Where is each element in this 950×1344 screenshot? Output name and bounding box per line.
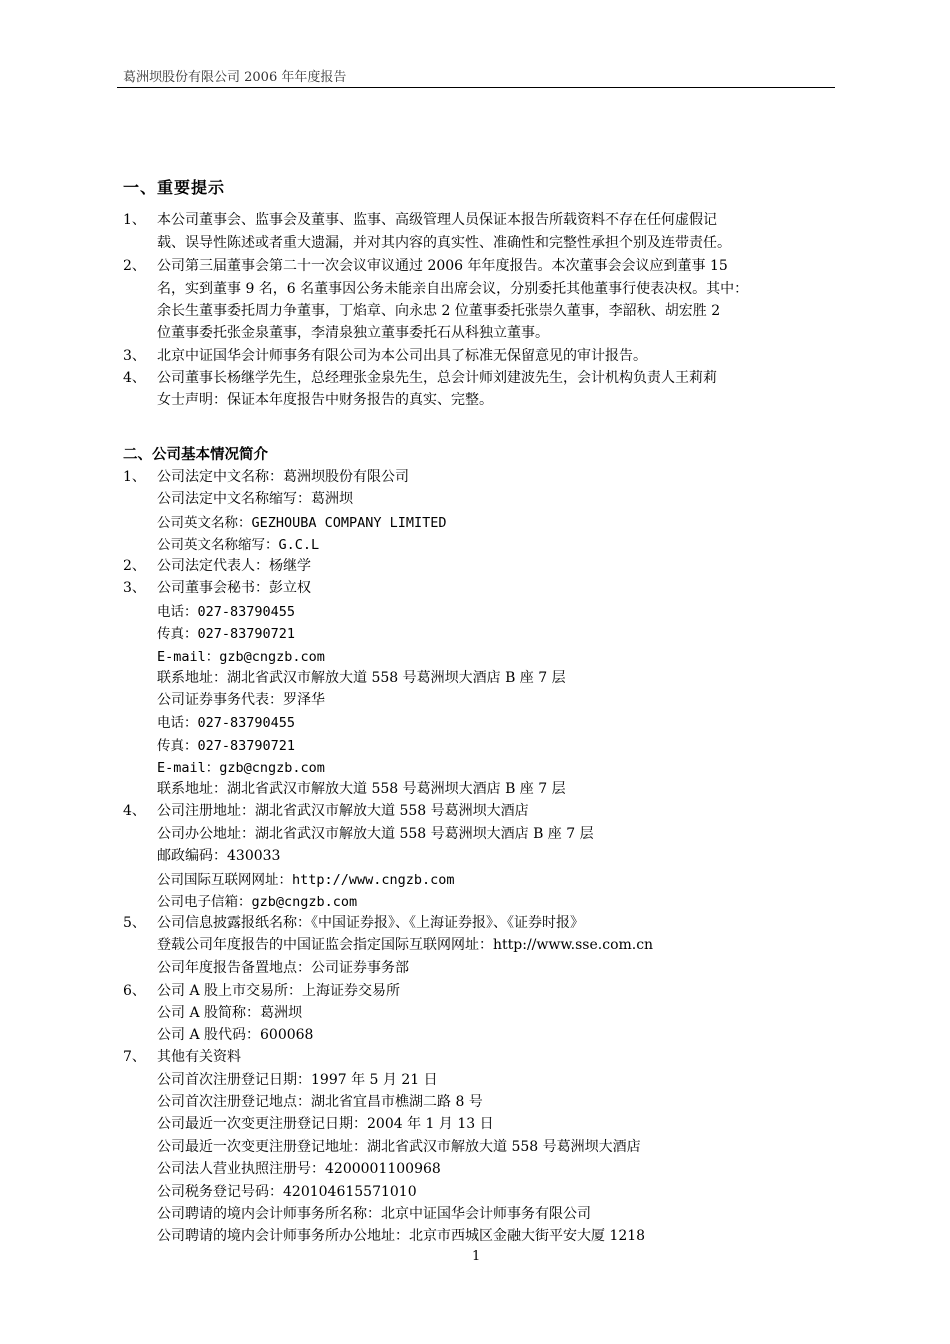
text-line: 载、误导性陈述或者重大遗漏，并对其内容的真实性、准确性和完整性承担个别及连带责任。 [157, 235, 731, 251]
text-line: 本公司董事会、监事会及董事、监事、高级管理人员保证本报告所载资料不存在任何虚假记 [157, 212, 717, 228]
info-line: 邮政编码：430033 [157, 848, 281, 864]
info-line: 公司最近一次变更注册登记日期：2004 年 1 月 13 日 [157, 1116, 494, 1132]
info-line: 公司 A 股上市交易所：上海证券交易所 [157, 983, 401, 999]
info-line: 公司 A 股代码：600068 [157, 1027, 314, 1043]
info-line: 公司办公地址：湖北省武汉市解放大道 558 号葛洲坝大酒店 B 座 7 层 [157, 826, 594, 842]
info-line: 电话：027-83790455 [157, 715, 296, 731]
info-line: 公司税务登记号码：420104615571010 [157, 1184, 417, 1200]
info-line: 公司首次注册登记日期：1997 年 5 月 21 日 [157, 1072, 438, 1088]
info-line: 公司年度报告备置地点：公司证券事务部 [157, 960, 409, 976]
section-title-company-profile: 二、公司基本情况简介 [123, 447, 268, 463]
info-line: 公司证券事务代表：罗泽华 [157, 692, 325, 708]
info-line: 登载公司年度报告的中国证监会指定国际互联网网址：http://www.sse.com.cn [157, 937, 654, 953]
info-line: 公司电子信箱：gzb@cngzb.com [157, 894, 358, 910]
text-line: 名，实到董事 9 名，6 名董事因公务未能亲自出席会议，分别委托其他董事行使表决权。其中： [157, 281, 749, 297]
text-line: 余长生董事委托周力争董事，丁焰章、向永忠 2 位董事委托张崇久董事，李韶秋、胡宏胜 2 [157, 303, 721, 319]
text-line: 北京中证国华会计师事务有限公司为本公司出具了标准无保留意见的审计报告。 [157, 348, 647, 364]
item-number: 6、 [123, 983, 146, 999]
info-line: 公司信息披露报纸名称：《中国证券报》、《上海证券报》、《证券时报》 [157, 915, 584, 931]
info-line: 公司国际互联网网址：http://www.cngzb.com [157, 872, 455, 888]
info-line: 公司英文名称缩写：G.C.L [157, 537, 320, 553]
item-number: 3、 [123, 348, 146, 364]
info-line: 传真：027-83790721 [157, 738, 296, 754]
info-line: E-mail：gzb@cngzb.com [157, 649, 325, 665]
info-line: 其他有关资料 [157, 1049, 241, 1065]
info-line: 公司聘请的境内会计师事务所办公地址：北京市西城区金融大街平安大厦 1218 [157, 1228, 646, 1244]
header-rule [117, 87, 835, 88]
item-number: 1、 [123, 469, 146, 485]
item-number: 2、 [123, 558, 146, 574]
info-line: 公司法定代表人：杨继学 [157, 558, 311, 574]
text-line: 女士声明：保证本年度报告中财务报告的真实、完整。 [157, 392, 493, 408]
item-number: 5、 [123, 915, 146, 931]
info-line: 公司 A 股简称：葛洲坝 [157, 1005, 303, 1021]
info-line: 传真：027-83790721 [157, 626, 296, 642]
item-number: 4、 [123, 370, 146, 386]
info-line: 联系地址：湖北省武汉市解放大道 558 号葛洲坝大酒店 B 座 7 层 [157, 781, 566, 797]
info-line: 公司法人营业执照注册号：4200001100968 [157, 1161, 441, 1177]
info-line: 公司法定中文名称：葛洲坝股份有限公司 [157, 469, 409, 485]
info-line: 公司聘请的境内会计师事务所名称：北京中证国华会计师事务有限公司 [157, 1206, 591, 1222]
item-number: 1、 [123, 212, 146, 228]
info-line: 电话：027-83790455 [157, 604, 296, 620]
info-line: 公司注册地址：湖北省武汉市解放大道 558 号葛洲坝大酒店 [157, 803, 529, 819]
info-line: 公司首次注册登记地点：湖北省宜昌市樵湖二路 8 号 [157, 1094, 483, 1110]
item-number: 2、 [123, 258, 146, 274]
info-line: E-mail：gzb@cngzb.com [157, 760, 325, 776]
info-line: 联系地址：湖北省武汉市解放大道 558 号葛洲坝大酒店 B 座 7 层 [157, 670, 566, 686]
info-line: 公司英文名称：GEZHOUBA COMPANY LIMITED [157, 515, 447, 531]
item-number: 7、 [123, 1049, 146, 1065]
page-header: 葛洲坝股份有限公司 2006 年年度报告 [123, 70, 347, 85]
item-number: 4、 [123, 803, 146, 819]
text-line: 公司董事长杨继学先生，总经理张金泉先生，总会计师刘建波先生，会计机构负责人王莉莉 [157, 370, 717, 386]
item-number: 3、 [123, 580, 146, 596]
section-title-important-notice: 一、重要提示 [123, 178, 226, 197]
text-line: 公司第三届董事会第二十一次会议审议通过 2006 年年度报告。本次董事会会议应到董事 15 [157, 258, 728, 274]
page-number: 1 [472, 1249, 481, 1264]
info-line: 公司法定中文名称缩写：葛洲坝 [157, 491, 353, 507]
info-line: 公司董事会秘书：彭立权 [157, 580, 311, 596]
info-line: 公司最近一次变更注册登记地址：湖北省武汉市解放大道 558 号葛洲坝大酒店 [157, 1139, 641, 1155]
text-line: 位董事委托张金泉董事，李清泉独立董事委托石从科独立董事。 [157, 325, 549, 341]
